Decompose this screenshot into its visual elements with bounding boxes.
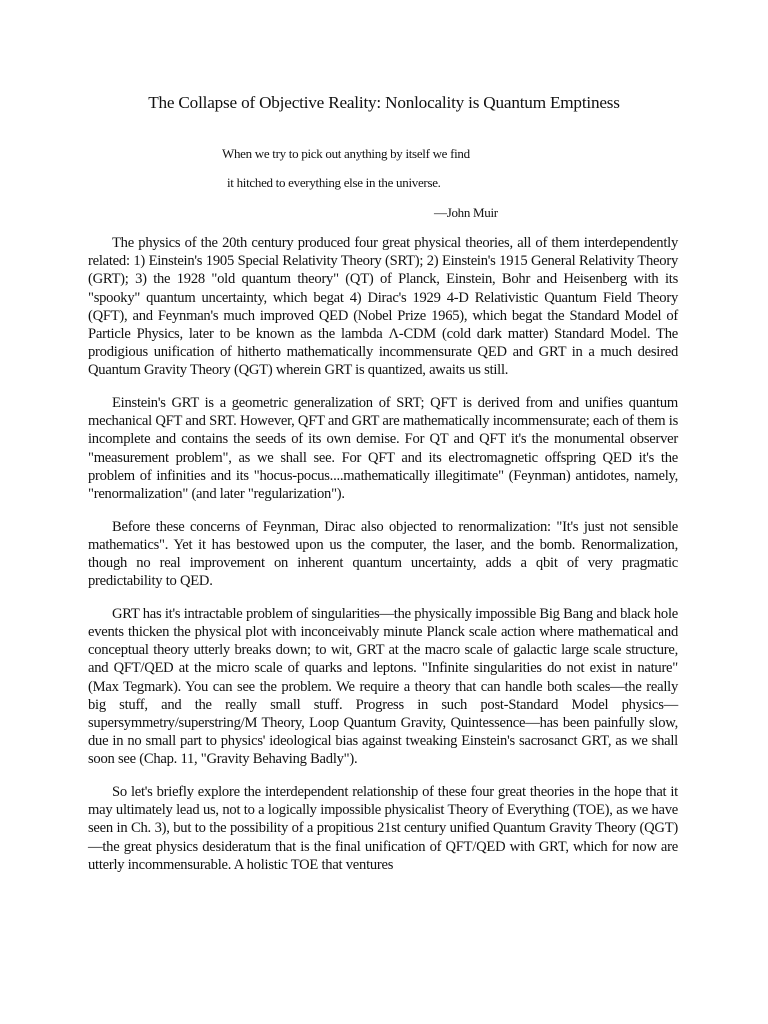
paragraph: Einstein's GRT is a geometric generalization of SRT; QFT is derived from and unifies quantum mechanical QFT and SRT. However, QFT and GRT are mathematically incommensurate; each of them is incomplete and contains the seeds of its own demise. For QT and QFT it's the monumental observer "measurement problem", as we shall see. For QFT and its electromagnetic offspring QED it's the problem of infinities and its "hocus-pocus....mathematically illegitimate" (Feynman) antidotes, namely, "renormalization" (and later "regularization").: [88, 395, 678, 503]
paragraph: GRT has it's intractable problem of singularities—the physically impossible Big Bang and black hole events thicken the physical plot with inconceivably minute Planck scale action where mathematical and conceptual theory utterly breaks down; to wit, GRT at the macro scale of galactic large scale structure, and QFT/QED at the micro scale of quarks and leptons. "Infinite singularities do not exist in nature" (Max Tegmark). You can see the problem. We require a theory that can handle both scales—the really big stuff, and the really small stuff. Progress in such post-Standard Model physics—supersymmetry/superstring/M Theory, Loop Quantum Gravity, Quintessence—has been painfully slow, due in no small part to physics' ideological bias against tweaking Einstein's sacrosanct GRT, as we shall soon see (Chap. 11, "Gravity Behaving Badly").: [88, 605, 678, 768]
paragraph: So let's briefly explore the interdependent relationship of these four great theories in the hope that it may ultimately lead us, not to a logically impossible physicalist Theory of Everything (TOE), as we have seen in Ch. 3), but to the possibility of a propitious 21st century unified Quantum Gravity Theory (QGT)—the great physics desideratum that is the final unification of QFT/QED with GRT, which for now are utterly incommensurable. A holistic TOE that ventures: [88, 784, 678, 873]
epigraph-attribution: —John Muir: [434, 205, 498, 220]
epigraph-line-2: it hitched to everything else in the universe.: [227, 175, 441, 190]
body-text: [88, 234, 678, 888]
paragraph: Before these concerns of Feynman, Dirac also objected to renormalization: "It's just not sensible mathematics". Yet it has bestowed upon us the computer, the laser, and the bomb. Renormalization, though no real improvement on inherent quantum uncertainty, adds a qbit of very pragmatic predictability to QED.: [88, 518, 678, 590]
page-title: The Collapse of Objective Reality: Nonlocality is Quantum Emptiness: [148, 93, 620, 112]
paragraph: The physics of the 20th century produced four great physical theories, all of them interdependently related: 1) Einstein's 1905 Special Relativity Theory (SRT); 2) Einstein's 1915 General Relativity Theory (GRT); 3) the 1928 "old quantum theory" (QT) of Planck, Einstein, Bohr and Heisenberg with its "spooky" quantum uncertainty, which begat 4) Dirac's 1929 4-D Relativistic Quantum Field Theory (QFT), and Feynman's much improved QED (Nobel Prize 1965), which begat the Standard Model of Particle Physics, later to be known as the lambda Λ-CDM (cold dark matter) Standard Model. The prodigious unification of hitherto mathematically incommensurate QED and GRT in a much desired Quantum Gravity Theory (QGT) wherein GRT is quantized, awaits us still.: [88, 235, 678, 379]
epigraph-line-1: When we try to pick out anything by itself we find: [222, 146, 470, 161]
